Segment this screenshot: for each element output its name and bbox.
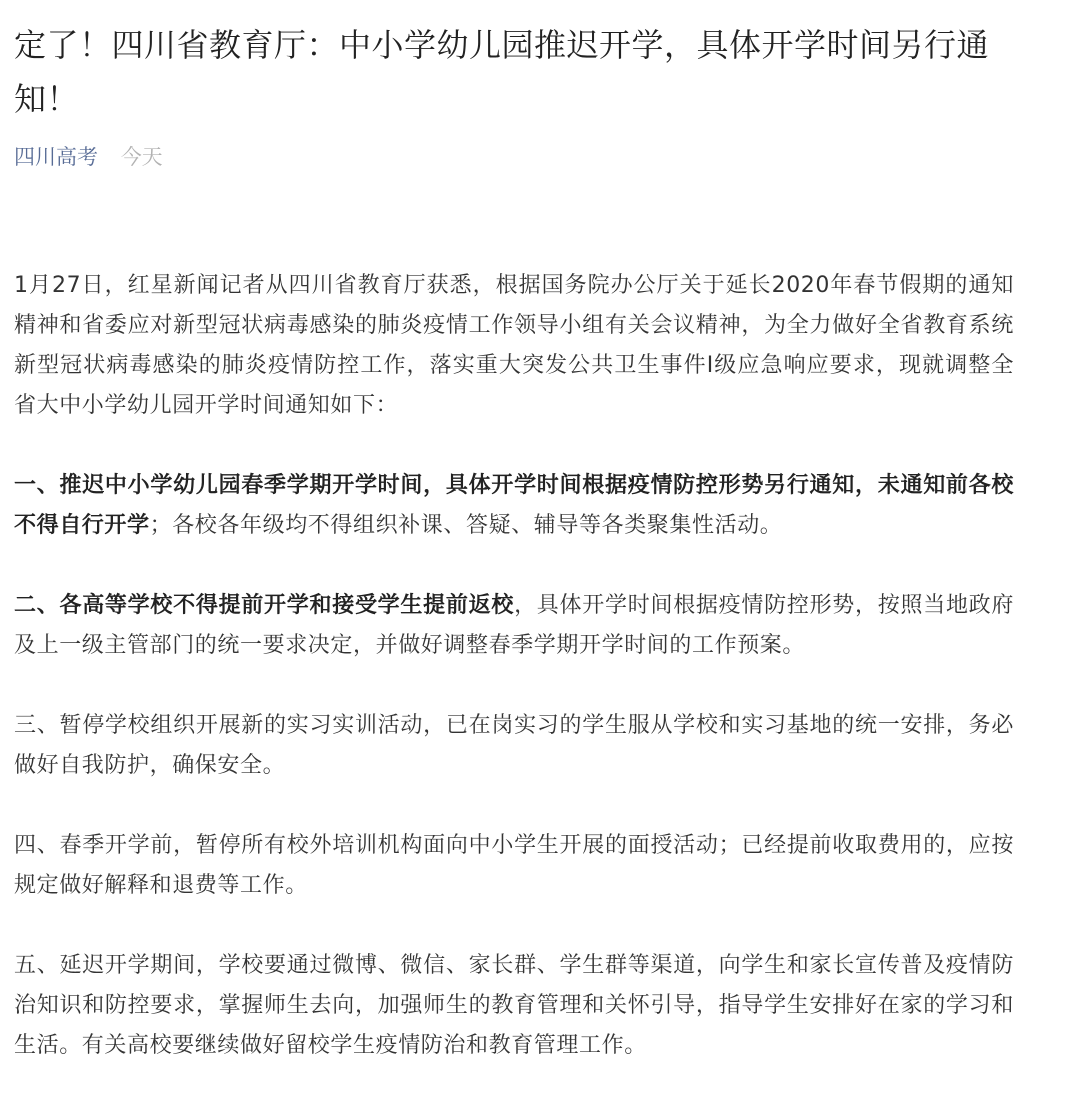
paragraph-intro: [14, 266, 1014, 426]
paragraph-text: 四、春季开学前，暂停所有校外培训机构面向中小学生开展的面授活动；已经提前收取费用的，应按规定做好解释和退费等工作。: [14, 833, 1014, 898]
paragraph-item-2: [14, 586, 1014, 666]
paragraph-item-5: [14, 946, 1014, 1066]
paragraph-text: 1月27日，红星新闻记者从四川省教育厅获悉，根据国务院办公厅关于延长2020年春节假期的通知精神和省委应对新型冠状病毒感染的肺炎疫情工作领导小组有关会议精神，为全力做好全省教育系统新型冠状病毒感染的肺炎疫情防控工作，落实重大突发公共卫生事件Ⅰ级应急响应要求，现就调整全省大中小学幼儿园开学时间通知如下：: [14, 273, 1014, 418]
paragraph-emphasis: 二、各高等学校不得提前开学和接受学生提前返校: [14, 593, 515, 618]
paragraph-text: 三、暂停学校组织开展新的实习实训活动，已在岗实习的学生服从学校和实习基地的统一安排，务必做好自我防护，确保安全。: [14, 713, 1014, 778]
paragraph-item-4: [14, 826, 1014, 906]
publish-date: 今天: [120, 145, 163, 169]
paragraph-item-3: [14, 706, 1014, 786]
article-title: 定了！四川省教育厅：中小学幼儿园推迟开学，具体开学时间另行通知！: [14, 26, 990, 118]
paragraph-emphasis: 一、推迟中小学幼儿园春季学期开学时间，具体开学时间根据疫情防控形势另行通知，未通知前各校不得自行开学: [14, 473, 1014, 538]
article-body: [14, 266, 1014, 1066]
article: [14, 18, 1014, 1106]
paragraph-item-1: [14, 466, 1014, 546]
paragraph-text: ；各校各年级均不得组织补课、答疑、辅导等各类聚集性活动。: [149, 513, 783, 538]
article-meta: [14, 142, 1014, 172]
paragraph-text: ，具体开学时间根据疫情防控形势，按照当地政府及上一级主管部门的统一要求决定，并做好调整春季学期开学时间的工作预案。: [14, 593, 1015, 658]
paragraph-text: 五、延迟开学期间，学校要通过微博、微信、家长群、学生群等渠道，向学生和家长宣传普及疫情防治知识和防控要求，掌握师生去向，加强师生的教育管理和关怀引导，指导学生安排好在家的学习和生活。有关高校要继续做好留校学生疫情防治和教育管理工作。: [14, 953, 1014, 1058]
account-name-link[interactable]: 四川高考: [14, 145, 98, 169]
